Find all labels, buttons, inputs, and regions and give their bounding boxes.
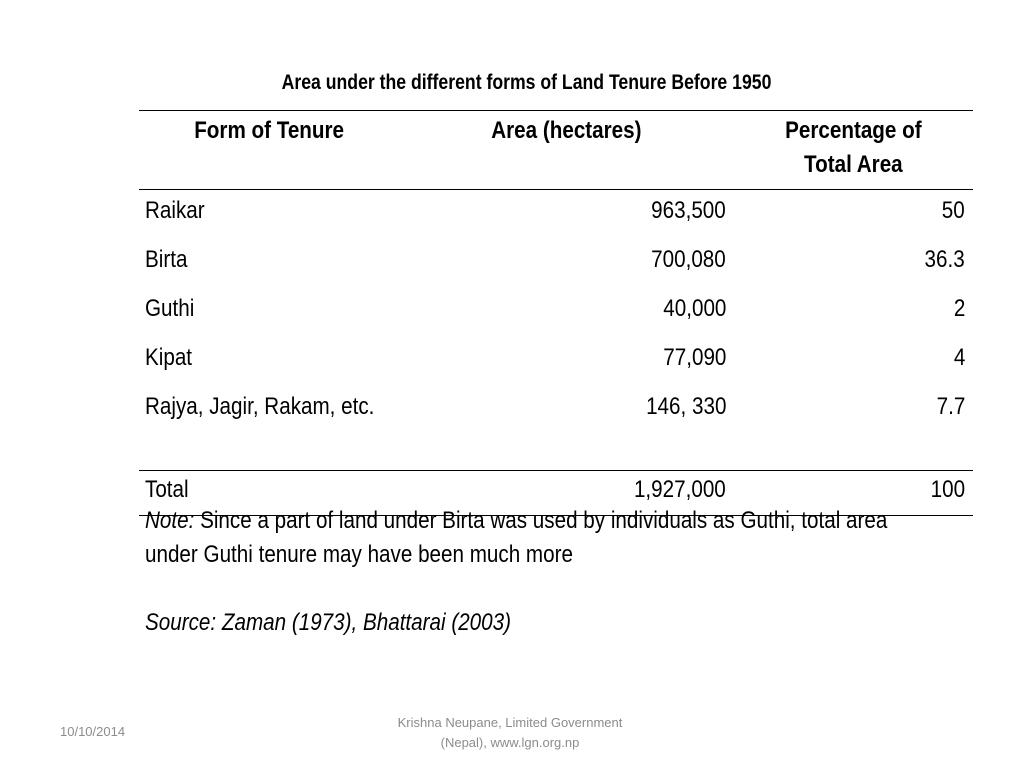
row-area: 146, 330 xyxy=(645,393,726,420)
footer-author xyxy=(340,713,680,753)
row-tenure: Raikar xyxy=(145,197,205,224)
footer-date: 10/10/2014 xyxy=(60,724,126,739)
header-percent xyxy=(734,111,973,190)
row-percent: 4 xyxy=(953,344,965,371)
row-area: 700,080 xyxy=(651,246,726,273)
tenure-table-container xyxy=(139,110,973,516)
row-percent: 36.3 xyxy=(924,246,965,273)
total-label: Total xyxy=(145,476,189,503)
table-body xyxy=(139,190,973,471)
header-row xyxy=(139,111,973,190)
table-row xyxy=(139,386,973,471)
note xyxy=(145,504,936,572)
table-row xyxy=(139,337,973,386)
header-percent-line2: Total Area xyxy=(804,151,903,178)
row-tenure: Birta xyxy=(145,246,188,273)
note-block xyxy=(145,504,936,640)
row-area: 77,090 xyxy=(662,344,726,371)
slide-title: Area under the different forms of Land Tenure Before 1950 xyxy=(281,71,772,94)
row-tenure: Kipat xyxy=(145,344,193,371)
header-area: Area (hectares) xyxy=(491,117,642,144)
row-percent: 2 xyxy=(953,295,965,322)
tenure-table xyxy=(139,110,973,516)
row-tenure: Rajya, Jagir, Rakam, etc. xyxy=(145,393,375,420)
table-header xyxy=(139,111,973,190)
note-label: Note: xyxy=(145,507,195,534)
table-row xyxy=(139,190,973,240)
note-text: Since a part of land under Birta was used by individuals as Guthi, total area under Guthi tenure may have been much more xyxy=(145,507,888,568)
total-percent: 100 xyxy=(930,476,965,503)
row-percent: 50 xyxy=(942,197,965,224)
table-row xyxy=(139,288,973,337)
footer-author-line2: (Nepal), www.lgn.org.np xyxy=(440,735,580,750)
row-percent: 7.7 xyxy=(936,393,965,420)
table-row xyxy=(139,239,973,288)
row-area: 40,000 xyxy=(662,295,726,322)
source-citation: Source: Zaman (1973), Bhattarai (2003) xyxy=(145,609,511,636)
total-area: 1,927,000 xyxy=(634,476,726,503)
row-area: 963,500 xyxy=(651,197,726,224)
header-percent-line1: Percentage of xyxy=(785,117,922,144)
header-tenure: Form of Tenure xyxy=(194,117,344,144)
footer-author-line1: Krishna Neupane, Limited Government xyxy=(397,715,623,730)
row-tenure: Guthi xyxy=(145,295,195,322)
